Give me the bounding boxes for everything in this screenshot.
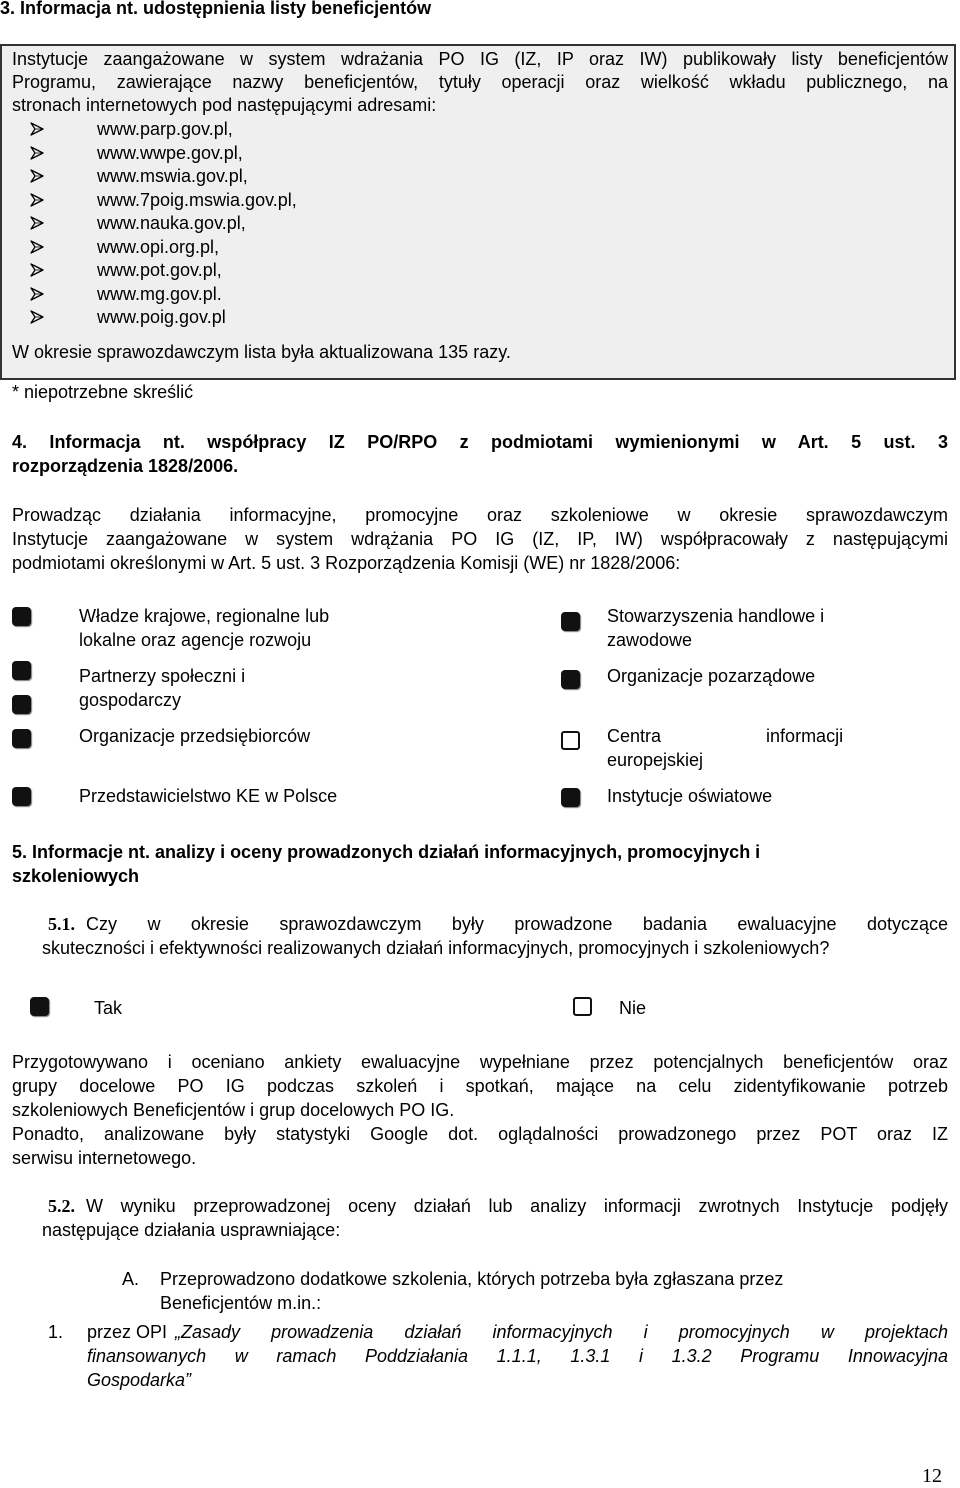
checkbox-yes[interactable]: [30, 997, 49, 1016]
url-list-item: [30, 212, 297, 236]
beneficiary-list-box: [0, 44, 956, 380]
checkbox-no[interactable]: [573, 997, 592, 1016]
checkbox-trade-associations[interactable]: [561, 612, 580, 631]
label-trade-l1: Stowarzyszenia handlowe i: [607, 606, 825, 626]
url-list-item: [30, 118, 297, 142]
update-note: W okresie sprawozdawczym lista była aktualizowana 135 razy.: [12, 342, 511, 362]
para1-line1: Instytucje zaangażowane w system wdrażania PO IG (IZ, IP oraz IW) publikowały listy beneficjentów: [12, 49, 948, 69]
s5-para-line3: szkoleniowych Beneficjentów i grup docelowych PO IG.: [12, 1100, 455, 1120]
label-partners-l1: Partnerzy społeczni i: [79, 666, 246, 686]
section-4-para-line3: podmiotami określonymi w Art. 5 ust. 3 Rozporządzenia Komisji (WE) nr 1828/2006:: [12, 553, 681, 573]
arrowhead-bullet-icon: [30, 236, 44, 260]
section-4-heading-line1: 4. Informacja nt. współpracy IZ PO/RPO z podmiotami wymienionymi w Art. 5 ust. 3: [12, 432, 948, 452]
url-text: www.mswia.gov.pl,: [97, 166, 248, 186]
item-a-line1: Przeprowadzono dodatkowe szkolenia, których potrzeba była zgłaszana przez: [160, 1269, 784, 1289]
label-trade-l2: zawodowe: [607, 630, 693, 650]
para1-line3: stronach internetowych pod następującymi adresami:: [12, 95, 437, 115]
checkbox-ec-representation[interactable]: [12, 787, 31, 806]
url-text: www.pot.gov.pl,: [97, 260, 222, 280]
arrowhead-bullet-icon: [30, 283, 44, 307]
checkbox-education[interactable]: [561, 788, 580, 807]
item-a-marker: A.: [122, 1269, 140, 1289]
section-5-heading-line2: szkoleniowych: [12, 866, 140, 886]
label-eu-info-l2: europejskiej: [607, 750, 704, 770]
label-ec-representation: Przedstawicielstwo KE w Polsce: [79, 786, 338, 806]
para1-line2: Programu, zawierające nazwy beneficjentów, tytuły operacji oraz wielkość wkładu publicznego, na: [12, 72, 948, 92]
arrowhead-bullet-icon: [30, 259, 44, 283]
arrowhead-bullet-icon: [30, 212, 44, 236]
s5-para-line1: Przygotowywano i oceniano ankiety ewaluacyjne wypełniane przez potencjalnych beneficjentów oraz: [12, 1052, 948, 1072]
url-list-item: [30, 259, 297, 283]
url-text: www.parp.gov.pl,: [97, 119, 233, 139]
label-eu-info-l1: Centra informacji: [607, 726, 844, 746]
item-1-title-part1: „Zasady prowadzenia działań informacyjnych i promocyjnych w projektach: [175, 1322, 948, 1342]
q52-line2: następujące działania usprawniające:: [42, 1220, 341, 1240]
checkbox-entrepreneurs[interactable]: [12, 729, 31, 748]
item-a-line2: Beneficjentów m.in.:: [160, 1293, 322, 1313]
label-partners-l2: gospodarczy: [79, 690, 182, 710]
arrowhead-bullet-icon: [30, 142, 44, 166]
s5-para-line4: Ponadto, analizowane były statystyki Google dot. oglądalności prowadzonego przez POT oraz IZ: [12, 1124, 948, 1144]
url-text: www.poig.gov.pl: [97, 307, 226, 327]
q51-number: 5.1.: [48, 914, 75, 934]
page-number: 12: [922, 1465, 942, 1487]
url-list-item: [30, 236, 297, 260]
url-text: www.mg.gov.pl.: [97, 283, 222, 304]
q52-line1: W wyniku przeprowadzonej oceny działań lub analizy informacji zwrotnych Instytucje podjęły: [86, 1196, 948, 1216]
url-list: [30, 118, 297, 330]
checkbox-partners[interactable]: [12, 661, 31, 680]
arrowhead-bullet-icon: [30, 118, 44, 142]
checkbox-partners-second[interactable]: [12, 695, 31, 714]
label-yes: Tak: [94, 998, 123, 1018]
section-3-heading: 3. Informacja nt. udostępnienia listy beneficjentów: [0, 0, 432, 18]
url-list-item: [30, 189, 297, 213]
label-entrepreneurs: Organizacje przedsiębiorców: [79, 726, 311, 746]
label-ngo: Organizacje pozarządowe: [607, 666, 816, 686]
label-education: Instytucje oświatowe: [607, 786, 773, 806]
url-text: www.7poig.mswia.gov.pl,: [97, 189, 297, 210]
url-list-item: [30, 283, 297, 307]
q52-number: 5.2.: [48, 1196, 75, 1216]
url-list-item: [30, 142, 297, 166]
section-4-heading-line2: rozporządzenia 1828/2006.: [12, 456, 239, 476]
q51-line2: skuteczności i efektywności realizowanych działań informacyjnych, promocyjnych i szkoleniowych?: [42, 938, 830, 958]
section-4-para-line2: Instytucje zaangażowane w system wdrążania PO IG (IZ, IP, IW) współpracowały z następującymi: [12, 529, 948, 549]
arrowhead-bullet-icon: [30, 306, 44, 330]
item-1-line3: Gospodarka”: [87, 1370, 192, 1390]
label-authorities-l2: lokalne oraz agencje rozwoju: [79, 630, 312, 650]
item-1-line2: finansowanych w ramach Poddziałania 1.1.1, 1.3.1 i 1.3.2 Programu Innowacyjna: [87, 1346, 948, 1366]
item-1-line1: [87, 1320, 948, 1344]
item-1-prefix: przez OPI: [87, 1322, 168, 1342]
label-authorities-l1: Władze krajowe, regionalne lub: [79, 606, 330, 626]
section-4-para-line1: Prowadząc działania informacyjne, promocyjne oraz szkoleniowe w okresie sprawozdawczym: [12, 505, 948, 525]
s5-para-line5: serwisu internetowego.: [12, 1148, 197, 1168]
label-no: Nie: [619, 998, 647, 1018]
footnote: * niepotrzebne skreślić: [12, 382, 194, 402]
arrowhead-bullet-icon: [30, 189, 44, 213]
checkbox-authorities[interactable]: [12, 607, 31, 626]
checkbox-ngo[interactable]: [561, 670, 580, 689]
url-list-item: [30, 306, 297, 330]
url-text: www.wwpe.gov.pl,: [97, 142, 243, 163]
section-5-heading-line1: 5. Informacje nt. analizy i oceny prowadzonych działań informacyjnych, promocyjnych i: [12, 842, 761, 862]
s5-para-line2: grupy docelowe PO IG podczas szkoleń i spotkań, mające na celu zidentyfikowanie potrzeb: [12, 1076, 948, 1096]
item-1-marker: 1.: [48, 1322, 64, 1342]
url-text: www.nauka.gov.pl,: [97, 213, 246, 233]
checkbox-eu-info-centres[interactable]: [561, 731, 580, 750]
url-text: www.opi.org.pl,: [97, 236, 220, 257]
q51-line1: Czy w okresie sprawozdawczym były prowadzone badania ewaluacyjne dotyczące: [86, 914, 948, 934]
arrowhead-bullet-icon: [30, 165, 44, 189]
url-list-item: [30, 165, 297, 189]
